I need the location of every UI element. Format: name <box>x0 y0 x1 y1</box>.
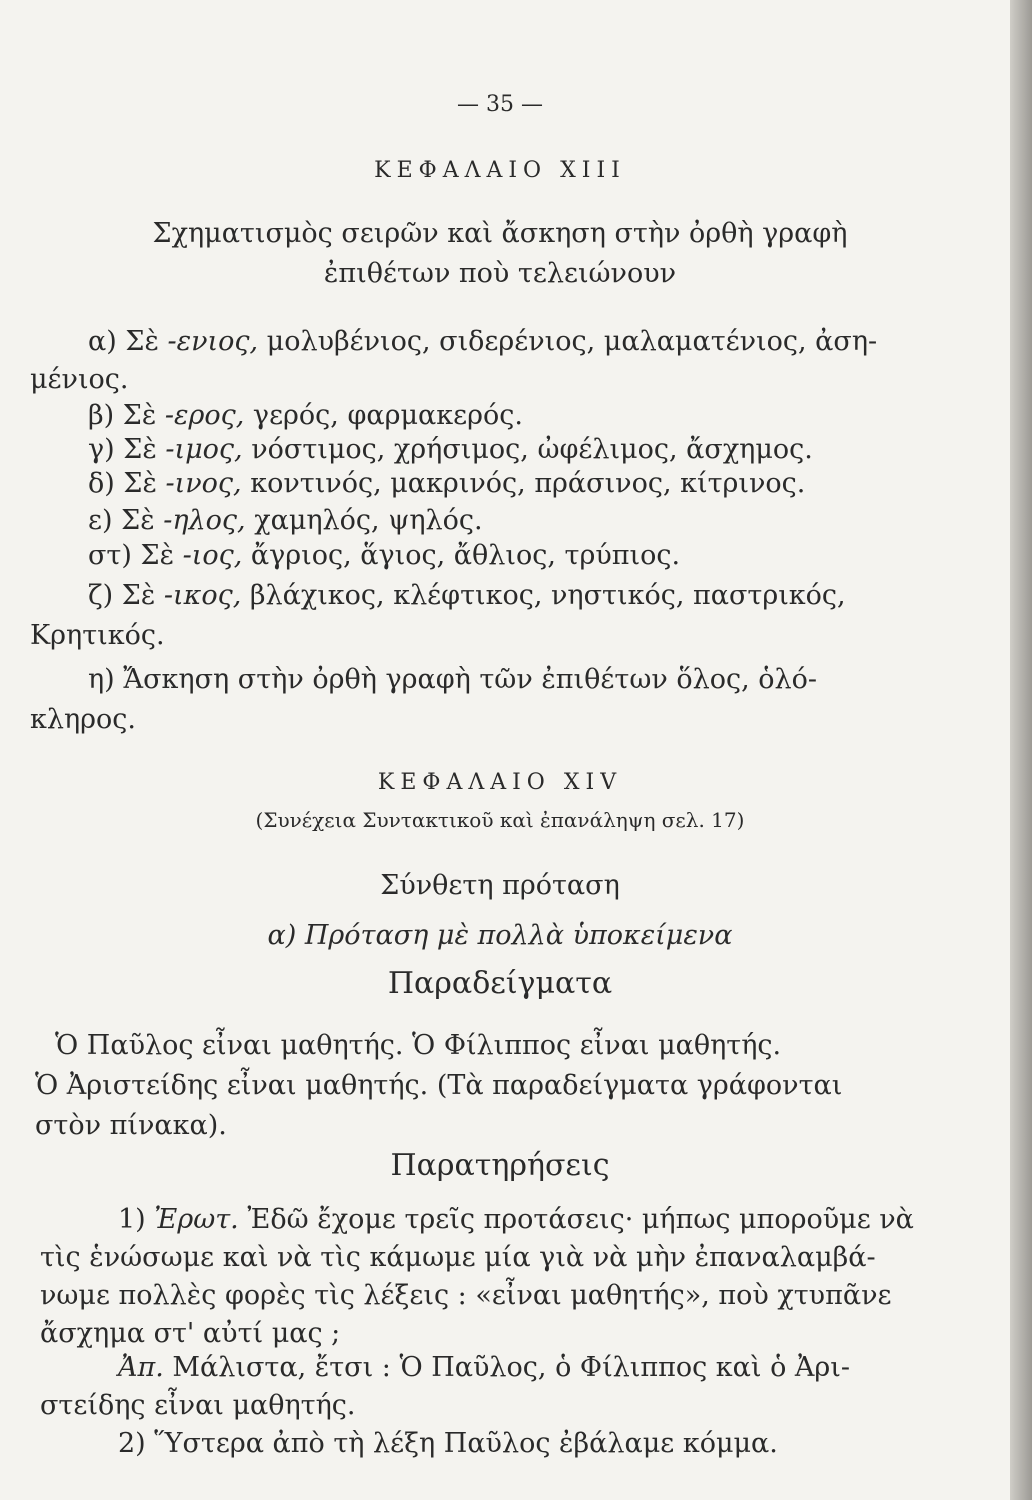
section-title: Σύνθετη πρόταση <box>380 870 620 901</box>
example-line-3: στὸν πίνακα). <box>35 1110 227 1141</box>
item-st: στ) Σὲ -ιος, ἄγριος, ἅγιος, ἄθλιος, τρύπιος. <box>88 540 681 571</box>
item-a-continuation: μένιος. <box>30 364 129 395</box>
page-number: — 35 — <box>457 92 543 117</box>
examples-heading: Παραδείγματα <box>387 966 613 1001</box>
remark-1-line-2: τὶς ἑνώσωμε καὶ νὰ τὶς κάμωμε μία γιὰ νὰ μὴν ἐπαναλαμβά- <box>40 1242 876 1273</box>
item-a: α) Σὲ -ενιος, μολυβένιος, σιδερένιος, μαλαματένιος, ἀση- <box>88 326 878 357</box>
remark-1-line-4: ἄσχημα στ' αὐτί μας ; <box>40 1318 341 1349</box>
remarks-heading: Παρατηρήσεις <box>390 1148 610 1183</box>
example-line-2: Ὁ Ἀριστείδης εἶναι μαθητής. (Τὰ παραδείγματα γράφονται <box>35 1070 843 1101</box>
remark-1-line-3: νωμε πολλὲς φορὲς τὶς λέξεις : «εἶναι μαθητής», ποὺ χτυπᾶνε <box>40 1280 892 1311</box>
item-e: ε) Σὲ -ηλος, χαμηλός, ψηλός. <box>88 505 483 536</box>
example-line-1: Ὁ Παῦλος εἶναι μαθητής. Ὁ Φίλιππος εἶναι μαθητής. <box>55 1030 782 1061</box>
item-i: η) Ἄσκηση στὴν ὀρθὴ γραφὴ τῶν ἐπιθέτων ὅλος, ὁλό- <box>88 664 817 695</box>
page-edge <box>1010 0 1032 1500</box>
item-c: γ) Σὲ -ιμος, νόστιμος, χρήσιμος, ὠφέλιμος, ἄσχημος. <box>88 434 813 465</box>
chapter-14-heading: ΚΕΦΑΛΑΙΟ XIV <box>377 770 623 795</box>
item-b: β) Σὲ -ερος, γερός, φαρμακερός. <box>88 400 523 431</box>
remark-2: 2) Ὕστερα ἀπὸ τὴ λέξη Παῦλος ἐβάλαμε κόμμα. <box>118 1428 778 1459</box>
remark-1: 1) Ἐρωτ. Ἐδῶ ἔχομε τρεῖς προτάσεις· μήπως μποροῦμε νὰ <box>118 1204 914 1235</box>
subsection-title: α) Πρόταση μὲ πολλὰ ὑποκείμενα <box>267 920 733 951</box>
item-i-continuation: κληρος. <box>30 704 136 735</box>
chapter-13-title-line-2: ἐπιθέτων ποὺ τελειώνουν <box>323 258 677 289</box>
answer-line: Ἀπ. Μάλιστα, ἔτσι : Ὁ Παῦλος, ὁ Φίλιππος καὶ ὁ Ἀρι- <box>118 1352 850 1383</box>
chapter-13-title-line-1: Σχηματισμὸς σειρῶν καὶ ἄσκηση στὴν ὀρθὴ γραφὴ <box>152 218 848 249</box>
item-z: ζ) Σὲ -ικος, βλάχικος, κλέφτικος, νηστικός, παστρικός, <box>88 580 846 611</box>
chapter-13-heading: ΚΕΦΑΛΑΙΟ XIII <box>374 158 626 183</box>
item-d: δ) Σὲ -ινος, κοντινός, μακρινός, πράσινος, κίτρινος. <box>88 468 806 499</box>
chapter-14-subtitle: (Συνέχεια Συντακτικοῦ καὶ ἐπανάληψη σελ. 17) <box>255 808 745 832</box>
answer-line-2: στείδης εἶναι μαθητής. <box>40 1390 356 1421</box>
item-z-continuation: Κρητικός. <box>30 620 165 651</box>
